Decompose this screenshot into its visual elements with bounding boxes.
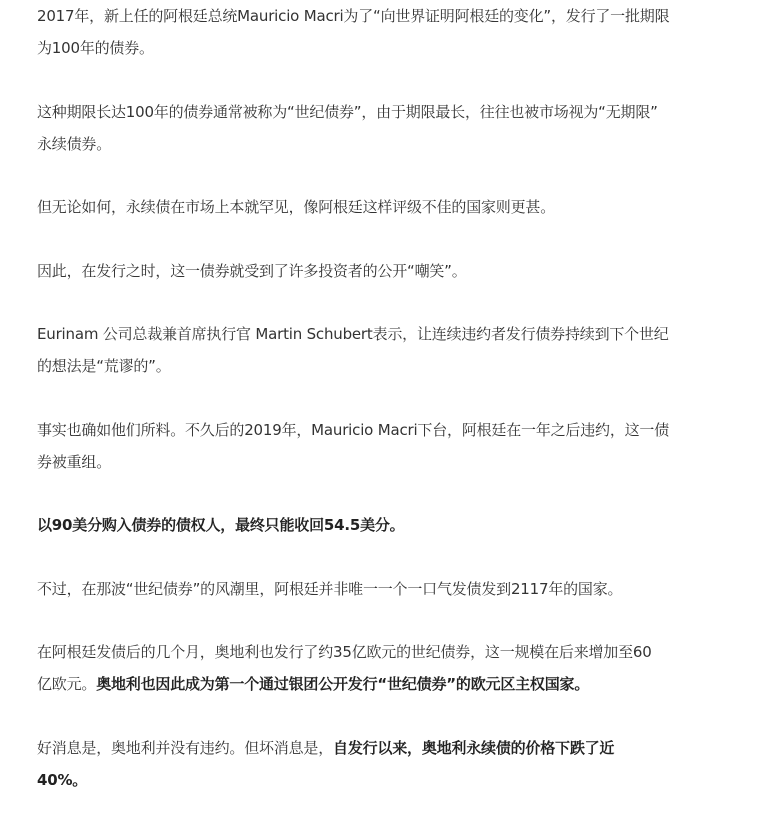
paragraph-line <box>37 96 737 128</box>
text-run: 为100年的债券。 <box>37 39 154 57</box>
article-paragraph <box>37 636 737 700</box>
paragraph-line <box>37 32 737 64</box>
text-run: 好消息是，奥地利并没有违约。但坏消息是， <box>37 738 334 757</box>
text-run: 但无论如何，永续债在市场上本就罕见，像阿根廷这样评级不佳的国家则更甚。 <box>37 198 556 216</box>
paragraph-line <box>37 414 737 446</box>
text-run: 的想法是“荒谬的”。 <box>37 357 171 375</box>
paragraph-line <box>37 668 737 700</box>
bold-text: 以90美分购入债券的债权人，最终只能收回54.5美分。 <box>37 516 405 534</box>
paragraph-line <box>37 191 737 223</box>
text-run: Eurinam 公司总裁兼首席执行官 Martin Schubert表示，让连续违约者发行债券持续到下个世纪 <box>37 325 669 343</box>
text-run: 券被重组。 <box>37 452 112 471</box>
article-paragraph <box>37 318 737 382</box>
article-paragraph <box>37 414 737 478</box>
bold-text: 奥地利也因此成为第一个通过银团公开发行“世纪债券”的欧元区主权国家。 <box>96 675 590 693</box>
paragraph-line <box>37 573 737 605</box>
paragraph-line <box>37 350 737 382</box>
paragraph-line <box>37 318 737 350</box>
text-run: 不过，在那波“世纪债券”的风潮里，阿根廷并非唯一一个一口气发债发到2117年的国家。 <box>37 579 623 598</box>
article-paragraph <box>37 96 737 160</box>
text-run: 事实也确如他们所料。不久后的2019年，Mauricio Macri下台，阿根廷在一年之后违约，这一债 <box>37 420 670 439</box>
text-run: 2017年，新上任的阿根廷总统Mauricio Macri为了“向世界证明阿根廷的变化”，发行了一批期限 <box>37 7 670 25</box>
paragraph-line <box>37 636 737 668</box>
article-body <box>37 0 737 827</box>
article-paragraph <box>37 0 737 64</box>
text-run: 因此，在发行之时，这一债券就受到了许多投资者的公开“嘲笑”。 <box>37 261 467 280</box>
article-paragraph <box>37 255 737 287</box>
article-paragraph <box>37 509 737 541</box>
bold-text: 自发行以来，奥地利永续债的价格下跌了近 <box>333 738 615 757</box>
paragraph-line <box>37 764 737 796</box>
paragraph-line <box>37 255 737 287</box>
paragraph-line <box>37 446 737 478</box>
text-run: 这种期限长达100年的债券通常被称为“世纪债券”，由于期限最长，往往也被市场视为“无期限” <box>37 102 658 121</box>
paragraph-line <box>37 128 737 160</box>
paragraph-line <box>37 509 737 541</box>
text-run: 永续债券。 <box>37 134 112 153</box>
text-run: 在阿根廷发债后的几个月，奥地利也发行了约35亿欧元的世纪债券，这一规模在后来增加至60 <box>37 643 652 661</box>
article-paragraph <box>37 732 737 796</box>
text-run: 亿欧元。 <box>37 675 97 693</box>
bold-text: 40%。 <box>37 770 88 789</box>
paragraph-line <box>37 732 737 764</box>
article-paragraph <box>37 573 737 605</box>
paragraph-line <box>37 0 737 32</box>
article-paragraph <box>37 191 737 223</box>
